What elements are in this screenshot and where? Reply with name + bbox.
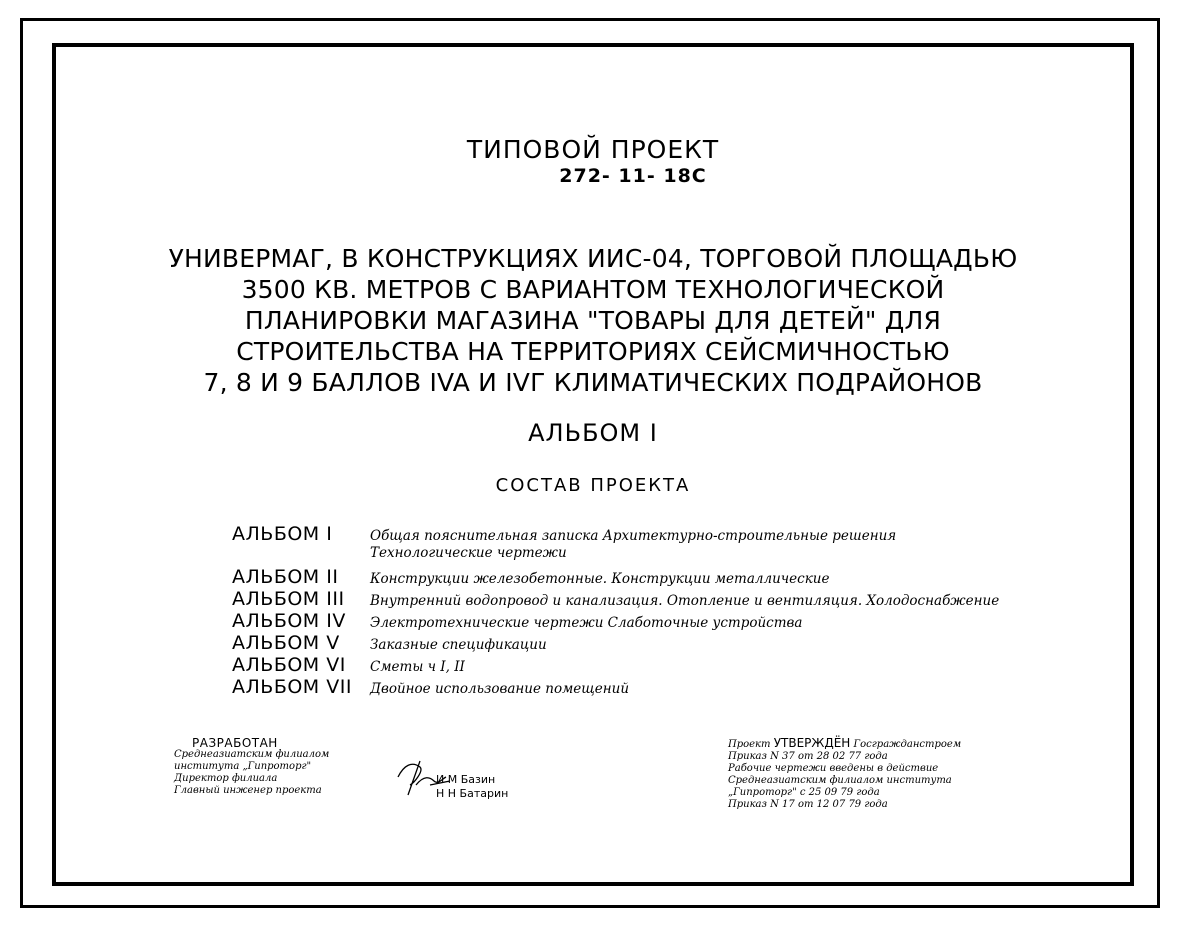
album-heading: АЛЬБОМ I	[528, 419, 658, 447]
album-number: VII	[326, 676, 352, 698]
album-description: Внутренний водопровод и канализация. Отопление и вентиляция. Холодоснабжение	[370, 593, 1000, 609]
album-description: Конструкции железобетонные. Конструкции металлические	[370, 571, 830, 587]
approval-status: УТВЕРЖДЁН	[773, 736, 851, 750]
title-line: СТРОИТЕЛЬСТВА НА ТЕРРИТОРИЯХ СЕЙСМИЧНОСТЬЮ	[236, 337, 950, 366]
approval-line: „Гипроторг" с 25 09 79 года	[728, 787, 880, 798]
album-number: IV	[326, 610, 346, 632]
album-list	[232, 523, 999, 698]
signatory-names	[436, 773, 508, 801]
album-description: Заказные спецификации	[370, 637, 547, 653]
album-label: АЛЬБОМ	[232, 654, 320, 676]
album-row	[232, 566, 999, 588]
title-line: ПЛАНИРОВКИ МАГАЗИНА "ТОВАРЫ ДЛЯ ДЕТЕЙ" ДЛЯ	[244, 306, 942, 335]
album-label: АЛЬБОМ	[232, 566, 320, 588]
album-row	[232, 632, 999, 654]
drawing-frame	[52, 43, 1134, 886]
album-description: Общая пояснительная записка Архитектурно-строительные решения	[370, 528, 897, 544]
approval-block	[728, 737, 961, 811]
developed-by-block	[174, 737, 329, 797]
album-description: Сметы ч I, II	[370, 659, 465, 675]
project-number: 272- 11- 18С	[559, 165, 707, 187]
director-name: И М Базин	[436, 773, 496, 786]
developed-by-heading: РАЗРАБОТАН	[192, 736, 278, 750]
approval-authority: Госгражданстроем	[853, 739, 962, 750]
album-row	[232, 610, 999, 632]
album-label: АЛЬБОМ	[232, 632, 320, 654]
album-number: V	[326, 632, 340, 654]
approval-line: Приказ N 37 от 28 02 77 года	[728, 751, 888, 762]
album-number: III	[326, 588, 345, 610]
developed-line: института „Гипроторг"	[174, 761, 312, 772]
project-title	[56, 243, 1130, 398]
approval-prefix: Проект	[728, 739, 771, 750]
album-row	[232, 654, 999, 676]
album-row	[232, 588, 999, 610]
developed-line: Главный инженер проекта	[174, 785, 322, 796]
album-description: Технологические чертежи	[370, 545, 567, 561]
album-label: АЛЬБОМ	[232, 588, 320, 610]
album-label: АЛЬБОМ	[232, 610, 320, 632]
album-label: АЛЬБОМ	[232, 676, 320, 698]
composition-heading: СОСТАВ ПРОЕКТА	[495, 475, 691, 496]
album-label: АЛЬБОМ	[232, 523, 320, 545]
approval-line: Рабочие чертежи введены в действие	[728, 763, 939, 774]
developed-line: Среднеазиатским филиалом	[174, 749, 330, 760]
album-row	[232, 676, 999, 698]
album-row	[232, 523, 999, 545]
album-description: Двойное использование помещений	[370, 681, 630, 697]
album-row-continued	[232, 545, 999, 566]
chief-engineer-name: Н Н Батарин	[436, 787, 509, 800]
developed-line: Директор филиала	[174, 773, 278, 784]
approval-line: Приказ N 17 от 12 07 79 года	[728, 799, 888, 810]
album-description: Электротехнические чертежи Слаботочные устройства	[370, 615, 803, 631]
project-type-heading: ТИПОВОЙ ПРОЕКТ	[466, 135, 720, 164]
title-line: УНИВЕРМАГ, В КОНСТРУКЦИЯХ ИИС-04, ТОРГОВОЙ ПЛОЩАДЬЮ	[168, 244, 1018, 273]
album-number: VI	[326, 654, 346, 676]
title-line: 3500 КВ. МЕТРОВ С ВАРИАНТОМ ТЕХНОЛОГИЧЕСКОЙ	[241, 275, 945, 304]
album-number: II	[326, 566, 339, 588]
title-line: 7, 8 И 9 БАЛЛОВ IVA И IVГ КЛИМАТИЧЕСКИХ ПОДРАЙОНОВ	[203, 368, 983, 397]
approval-line: Среднеазиатским филиалом института	[728, 775, 952, 786]
album-number: I	[326, 523, 333, 545]
